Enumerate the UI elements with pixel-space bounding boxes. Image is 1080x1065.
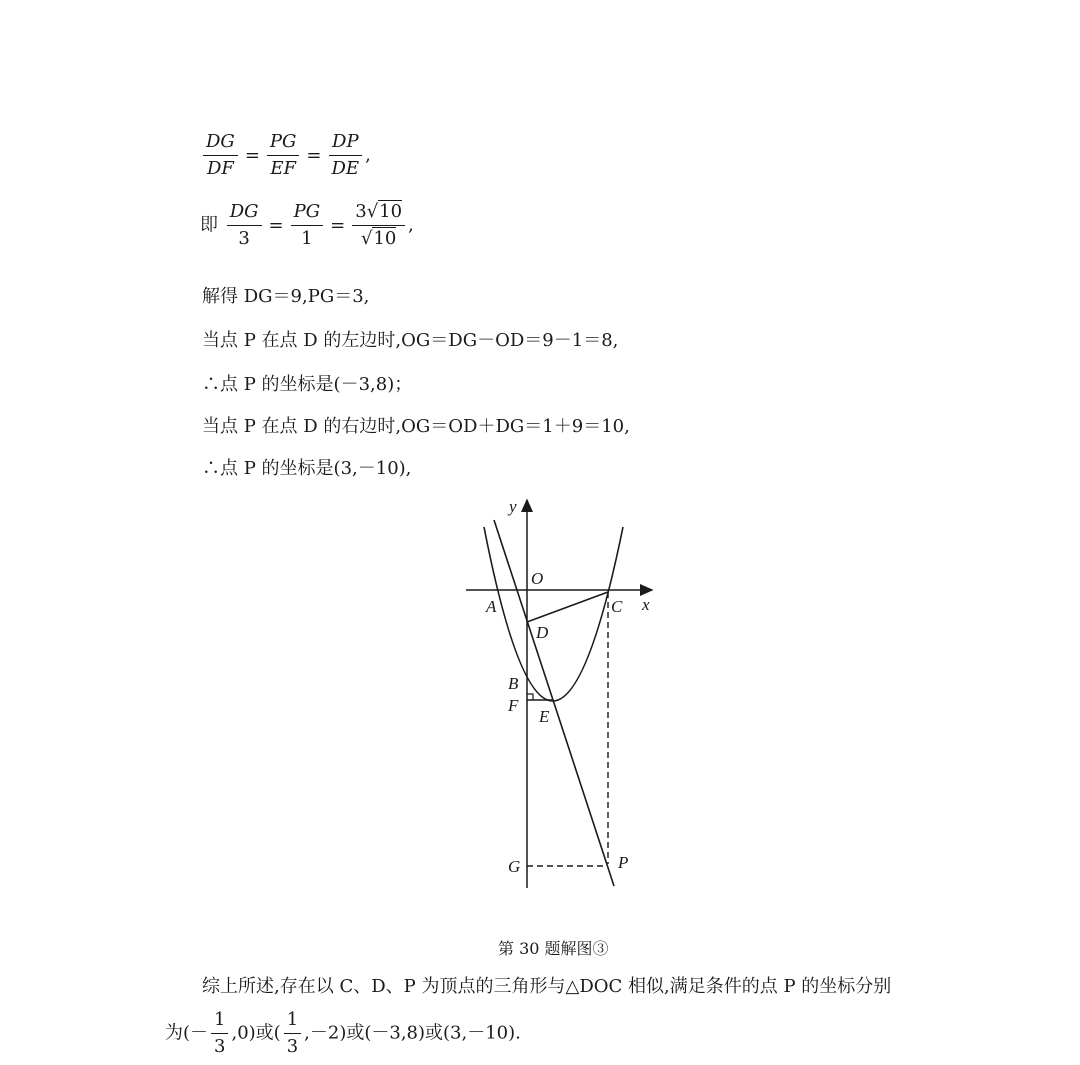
- label-f: F: [508, 696, 519, 715]
- label-o: O: [531, 569, 544, 588]
- text-line-solve: 解得 DG＝9,PG＝3,: [202, 286, 370, 307]
- label-e: E: [539, 707, 550, 726]
- fraction-dg-df: $\frac{DG}{DF}$: [203, 130, 238, 181]
- label-p: P: [618, 853, 629, 872]
- fraction-pg-ef: $\frac{PG}{EF}$: [267, 130, 300, 181]
- conclusion-line-2: 为(－ $\frac{1}{3}$ ,0)或( $\frac{1}{3}$ ,－2)或(－3,8)或(3,－10).: [165, 1009, 521, 1057]
- fraction-one-third-a: $\frac{1}{3}$: [211, 1008, 228, 1059]
- label-g: G: [508, 857, 521, 876]
- fraction-sqrt: $\frac{3√10}{√10}$: [352, 200, 405, 251]
- geometry-figure: [450, 490, 670, 890]
- label-x: x: [642, 595, 650, 614]
- label-d: D: [536, 623, 549, 642]
- fraction-one-third-b: $\frac{1}{3}$: [284, 1008, 301, 1059]
- text-line-left-case: 当点 P 在点 D 的左边时,OG＝DG－OD＝9－1＝8,: [202, 330, 619, 351]
- equation-substituted: 即 $\frac{DG}{3}$ = $\frac{PG}{1}$ = $\frac{3√10}{√10}$ ,: [200, 201, 414, 249]
- label-b: B: [508, 674, 519, 693]
- text-line-right-case: 当点 P 在点 D 的右边时,OG＝OD＋DG＝1＋9＝10,: [202, 416, 630, 437]
- text-line-right-result: ∴点 P 的坐标是(3,－10),: [202, 458, 412, 479]
- fraction-dg-3: $\frac{DG}{3}$: [227, 200, 262, 251]
- right-angle-mark: [527, 694, 533, 700]
- segment-dc: [527, 592, 608, 622]
- fraction-pg-1: $\frac{PG}{1}$: [291, 200, 324, 251]
- fraction-dp-de: $\frac{DP}{DE}$: [329, 130, 363, 181]
- conclusion-line-1: 综上所述,存在以 C、D、P 为顶点的三角形与△DOC 相似,满足条件的点 P 的坐标分别: [202, 976, 892, 997]
- label-c: C: [611, 597, 623, 616]
- equation-proportion: $\frac{DG}{DF}$ = $\frac{PG}{EF}$ = $\frac{DP}{DE}$ ,: [200, 130, 371, 181]
- figure-caption: 第 30 题解图③: [498, 939, 609, 958]
- label-a: A: [486, 597, 497, 616]
- label-y: y: [509, 497, 517, 516]
- text-line-left-result: ∴点 P 的坐标是(－3,8)；: [202, 374, 413, 395]
